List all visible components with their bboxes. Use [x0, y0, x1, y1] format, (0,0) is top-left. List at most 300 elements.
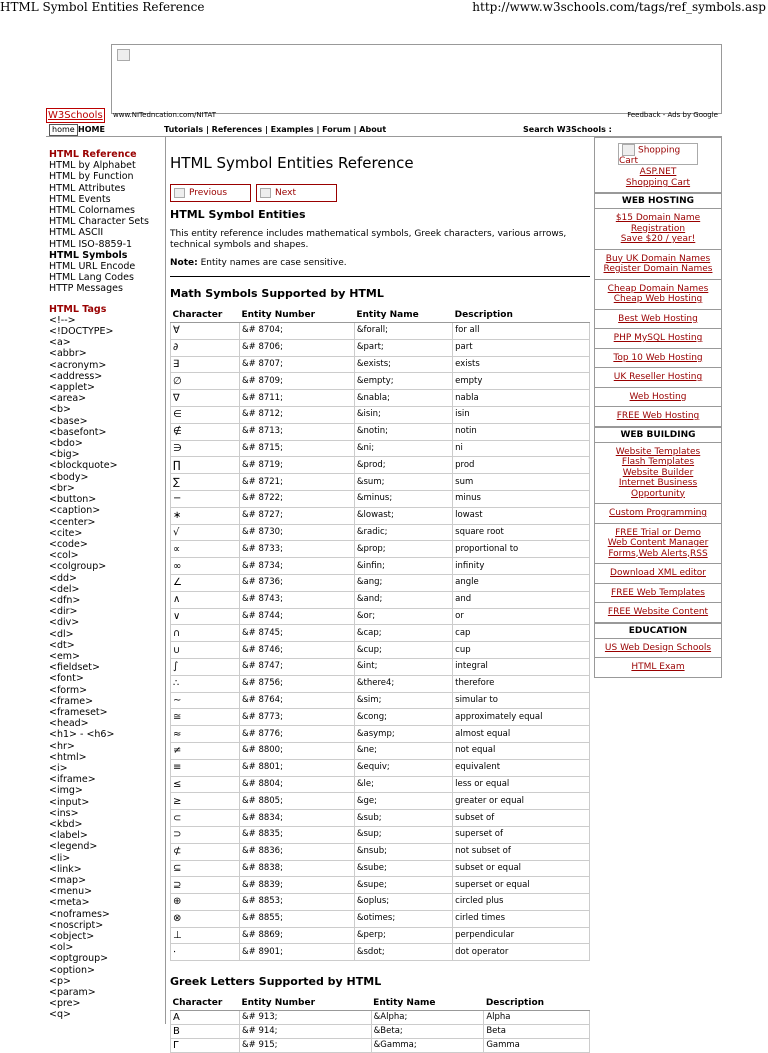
entity-number-cell: &# 8836;	[240, 843, 355, 860]
ad-link[interactable]: Flash Templates	[621, 457, 695, 467]
sidebar-item-html-lang-codes[interactable]: HTML Lang Codes	[49, 272, 134, 284]
table-row	[171, 591, 590, 608]
entity-number-cell: &# 8734;	[240, 558, 355, 575]
table-row	[171, 742, 590, 759]
table-row	[171, 776, 590, 793]
entity-number-cell: &# 8715;	[240, 440, 355, 457]
ad-link[interactable]: Cheap Domain Names	[607, 283, 709, 294]
entity-name-cell: &Alpha;	[371, 1011, 484, 1025]
sidebar-tag-item[interactable]: <li>	[49, 852, 71, 864]
broken-image-icon	[117, 49, 130, 61]
sidebar-tag-item[interactable]: <optgroup>	[49, 953, 109, 965]
entity-name-cell: &radic;	[354, 524, 452, 541]
ad-banner[interactable]	[111, 44, 722, 114]
character-cell: ∫	[171, 658, 240, 675]
entity-name-cell: &sub;	[354, 810, 452, 827]
entity-name-cell: &there4;	[354, 675, 452, 692]
sidebar-tag-item[interactable]: <basefont>	[49, 426, 107, 438]
entity-name-cell: &cong;	[354, 709, 452, 726]
sidebar-tag-item[interactable]: <body>	[49, 471, 89, 483]
ad-link[interactable]: Opportunity	[630, 488, 685, 499]
ad-link[interactable]: $15 Domain Name	[615, 213, 701, 223]
description-cell: superset or equal	[453, 877, 590, 894]
entity-number-cell: &# 8744;	[240, 608, 355, 625]
ad-link-group	[595, 209, 721, 249]
character-cell: ∏	[171, 457, 240, 474]
top-nav[interactable]: Tutorials | References | Examples | Forum | About	[164, 125, 387, 134]
sidebar-tag-item[interactable]: <dd>	[49, 572, 77, 584]
entity-name-cell: &or;	[354, 608, 452, 625]
sidebar-tag-item[interactable]: <base>	[49, 415, 88, 427]
entity-number-cell: &# 8704;	[240, 323, 355, 340]
sidebar-tag-item[interactable]: <frame>	[49, 695, 94, 707]
table-row	[171, 356, 590, 373]
table-row	[171, 927, 590, 944]
sidebar-item-html-character-sets[interactable]: HTML Character Sets	[49, 216, 149, 228]
character-cell: ≤	[171, 776, 240, 793]
description-cell: isin	[453, 406, 590, 423]
sidebar-tag-item[interactable]: <object>	[49, 931, 95, 943]
ad-link-group	[595, 602, 721, 622]
description-cell: cirled times	[453, 910, 590, 927]
sidebar-tag-item[interactable]: <legend>	[49, 841, 98, 853]
feedback-link[interactable]: Feedback - Ads by Google	[627, 111, 718, 119]
left-sidebar	[49, 149, 161, 1021]
entity-number-cell: &# 8733;	[240, 541, 355, 558]
sidebar-tag-item[interactable]: <kbd>	[49, 818, 83, 830]
entity-name-cell: &infin;	[354, 558, 452, 575]
home-link[interactable]: HOME	[78, 125, 105, 134]
ad-link[interactable]: Cheap Web Hosting	[613, 294, 703, 304]
entity-name-cell: &empty;	[354, 373, 452, 390]
description-cell: for all	[453, 323, 590, 340]
ad-link[interactable]: Download XML editor	[610, 568, 706, 578]
entity-name-cell: &otimes;	[354, 910, 452, 927]
next-button[interactable]	[256, 184, 337, 202]
sidebar-tag-item[interactable]: <html>	[49, 751, 87, 763]
character-cell: ∼	[171, 692, 240, 709]
entity-name-cell: &prop;	[354, 541, 452, 558]
description-cell: almost equal	[453, 726, 590, 743]
description-cell: cap	[453, 625, 590, 642]
entity-name-cell: &part;	[354, 339, 452, 356]
sidebar-heading-tags: HTML Tags	[49, 303, 107, 315]
sidebar-item-html-iso-8859-1[interactable]: HTML ISO-8859-1	[49, 238, 133, 250]
sidebar-tag-item[interactable]: <noscript>	[49, 919, 104, 931]
ad-link[interactable]: FREE Website Content	[607, 607, 709, 617]
entity-number-cell: &# 8801;	[240, 759, 355, 776]
entity-name-cell: &sum;	[354, 474, 452, 491]
greek-letters-table	[170, 996, 590, 1053]
ad-link-group	[595, 583, 721, 603]
sidebar-tag-item[interactable]: <em>	[49, 650, 81, 662]
description-cell: less or equal	[453, 776, 590, 793]
sidebar-item-html-attributes[interactable]: HTML Attributes	[49, 182, 126, 194]
description-cell: prod	[453, 457, 590, 474]
greek-heading: Greek Letters Supported by HTML	[170, 975, 382, 989]
character-cell: Α	[171, 1011, 240, 1025]
entity-number-cell: &# 8745;	[240, 625, 355, 642]
ad-section-heading: WEB BUILDING	[595, 427, 721, 443]
table-row	[171, 507, 590, 524]
sidebar-tag-item[interactable]: <blockquote>	[49, 460, 118, 472]
table-row	[171, 642, 590, 659]
table-row	[171, 474, 590, 491]
shopping-cart-link[interactable]: Shopping Cart	[625, 178, 691, 188]
sponsor-link[interactable]: www.NITedncation.com/NITAT	[113, 111, 216, 119]
sidebar-tag-item[interactable]: <ins>	[49, 807, 79, 819]
ad-link[interactable]: Website Builder	[622, 467, 694, 478]
entity-name-cell: &sube;	[354, 860, 452, 877]
sidebar-tag-item[interactable]: <fieldset>	[49, 662, 100, 674]
table-row	[171, 1039, 590, 1053]
sidebar-tag-item[interactable]: <bdo>	[49, 438, 83, 450]
entity-number-cell: &# 8756;	[240, 675, 355, 692]
ad-link-group	[595, 639, 721, 658]
sidebar-item-html-by-function[interactable]: HTML by Function	[49, 171, 134, 183]
table-row	[171, 541, 590, 558]
sidebar-heading-reference: HTML Reference	[49, 149, 137, 160]
sidebar-tag-item[interactable]: <iframe>	[49, 774, 96, 786]
table-row	[171, 944, 590, 961]
sidebar-tag-item[interactable]: <param>	[49, 987, 96, 999]
description-cell: and	[453, 591, 590, 608]
description-cell: Beta	[484, 1025, 590, 1039]
description-cell: not equal	[453, 742, 590, 759]
character-cell: ∂	[171, 339, 240, 356]
sidebar-tag-item[interactable]: <head>	[49, 718, 89, 730]
entity-number-cell: &# 8855;	[240, 910, 355, 927]
entity-name-cell: &exists;	[354, 356, 452, 373]
table-row	[171, 843, 590, 860]
entity-number-cell: &# 8901;	[240, 944, 355, 961]
sidebar-tag-item[interactable]: <area>	[49, 393, 87, 405]
entity-name-cell: &notin;	[354, 423, 452, 440]
reference-list	[49, 160, 161, 294]
entity-name-cell: &cap;	[354, 625, 452, 642]
previous-label: Previous	[189, 188, 228, 198]
table-row	[171, 1025, 590, 1039]
ad-link[interactable]: FREE Web Templates	[611, 587, 705, 598]
entity-name-cell: &perp;	[354, 927, 452, 944]
table-row	[171, 625, 590, 642]
character-cell: ∝	[171, 541, 240, 558]
ad-link-group	[595, 249, 721, 279]
ad-link[interactable]: Register Domain Names	[603, 264, 713, 274]
sidebar-tag-item[interactable]: <hr>	[49, 740, 75, 752]
ad-section-heading: EDUCATION	[595, 623, 721, 639]
entity-name-cell: &and;	[354, 591, 452, 608]
sidebar-tag-item[interactable]: <!-->	[49, 314, 76, 326]
character-cell: √	[171, 524, 240, 541]
entity-number-cell: &# 914;	[240, 1025, 372, 1039]
character-cell: ∀	[171, 323, 240, 340]
entity-name-cell: &ne;	[354, 742, 452, 759]
description-cell: infinity	[453, 558, 590, 575]
table-row	[171, 406, 590, 423]
sidebar-tag-item[interactable]: <input>	[49, 796, 90, 808]
sidebar-tag-item[interactable]: <menu>	[49, 886, 93, 898]
sidebar-tag-item[interactable]: <noframes>	[49, 908, 110, 920]
entity-number-cell: &# 8869;	[240, 927, 355, 944]
ad-link[interactable]: Forms,Web Alerts,RSS	[608, 548, 708, 559]
sidebar-tag-item[interactable]: <link>	[49, 863, 82, 875]
sidebar-tag-item[interactable]: <pre>	[49, 998, 81, 1010]
table-row	[171, 524, 590, 541]
character-cell: ∨	[171, 608, 240, 625]
entity-name-cell: &Beta;	[371, 1025, 484, 1039]
description-cell: ni	[453, 440, 590, 457]
ad-link[interactable]: FREE Web Hosting	[616, 411, 700, 421]
sidebar-tag-item[interactable]: <map>	[49, 875, 87, 886]
sidebar-tag-item[interactable]: <acronym>	[49, 359, 107, 371]
sidebar-tag-item[interactable]: <ol>	[49, 942, 74, 954]
entity-number-cell: &# 8839;	[240, 877, 355, 894]
entity-name-cell: &ge;	[354, 793, 452, 810]
ad-section-education	[594, 623, 722, 678]
entity-name-cell: &minus;	[354, 490, 452, 507]
description-cell: minus	[453, 490, 590, 507]
ad-link[interactable]: Top 10 Web Hosting	[613, 352, 703, 363]
entity-name-cell: &prod;	[354, 457, 452, 474]
col-entity-number: Entity Number	[240, 996, 372, 1011]
table-row	[171, 339, 590, 356]
character-cell: ∉	[171, 423, 240, 440]
sidebar-tag-item[interactable]: <del>	[49, 583, 80, 595]
description-cell: simular to	[453, 692, 590, 709]
sidebar-tag-item[interactable]: <dir>	[49, 606, 78, 618]
ad-link-group	[595, 443, 721, 504]
character-cell: ∩	[171, 625, 240, 642]
entity-number-cell: &# 8834;	[240, 810, 355, 827]
entity-number-cell: &# 8707;	[240, 356, 355, 373]
character-cell: ≠	[171, 742, 240, 759]
sidebar-tag-item[interactable]: <big>	[49, 449, 80, 461]
sidebar-tag-item[interactable]: <q>	[49, 1009, 71, 1021]
shopping-cart-image[interactable]	[618, 143, 698, 165]
sidebar-tag-item[interactable]: <dfn>	[49, 594, 81, 606]
entity-number-cell: &# 8712;	[240, 406, 355, 423]
description-cell: therefore	[453, 675, 590, 692]
entity-name-cell: &equiv;	[354, 759, 452, 776]
print-title: HTML Symbol Entities Reference	[0, 0, 205, 14]
sidebar-tag-item[interactable]: <h1> - <h6>	[49, 729, 115, 741]
entity-number-cell: &# 8711;	[240, 390, 355, 407]
table-row	[171, 423, 590, 440]
main-content	[170, 140, 590, 1053]
sidebar-tag-item[interactable]: <meta>	[49, 897, 90, 909]
sidebar-tag-item[interactable]: <center>	[49, 516, 96, 528]
sidebar-tag-item[interactable]: <br>	[49, 482, 75, 494]
sidebar-tag-item[interactable]: <font>	[49, 673, 84, 685]
sidebar-tag-item[interactable]: <cite>	[49, 527, 83, 539]
col-entity-name: Entity Name	[354, 308, 452, 323]
ad-link[interactable]: Registration	[630, 223, 686, 234]
ad-link[interactable]: Web Hosting	[629, 391, 687, 402]
entity-name-cell: &cup;	[354, 642, 452, 659]
character-cell: ∋	[171, 440, 240, 457]
table-row	[171, 558, 590, 575]
sidebar-tag-item[interactable]: <i>	[49, 762, 68, 774]
ad-link-group	[595, 367, 721, 387]
character-cell: ∇	[171, 390, 240, 407]
sidebar-item-html-ascii[interactable]: HTML ASCII	[49, 227, 104, 239]
sidebar-tag-item[interactable]: <p>	[49, 975, 71, 987]
entity-number-cell: &# 8721;	[240, 474, 355, 491]
shopping-cart-ad[interactable]	[594, 137, 722, 193]
ad-link[interactable]: PHP MySQL Hosting	[613, 333, 703, 343]
sidebar-divider	[165, 137, 166, 1024]
entity-number-cell: &# 8736;	[240, 574, 355, 591]
ad-link[interactable]: FREE Trial or Demo	[615, 527, 701, 538]
ad-link-group	[595, 328, 721, 348]
entity-number-cell: &# 8747;	[240, 658, 355, 675]
character-cell: ∞	[171, 558, 240, 575]
character-cell: Γ	[171, 1039, 240, 1053]
ad-link[interactable]: UK Reseller Hosting	[613, 372, 703, 382]
sidebar-item-html-symbols[interactable]: HTML Symbols	[49, 249, 128, 261]
col-description: Description	[453, 308, 590, 323]
sidebar-tag-item[interactable]: <dt>	[49, 639, 75, 651]
w3schools-logo[interactable]: W3Schools	[48, 110, 103, 121]
aspnet-link[interactable]: ASP.NET	[639, 167, 677, 177]
entity-number-cell: &# 915;	[240, 1039, 372, 1053]
character-cell: ∃	[171, 356, 240, 373]
sidebar-tag-item[interactable]: <dl>	[49, 628, 74, 640]
description-cell: integral	[453, 658, 590, 675]
ad-link[interactable]: HTML Exam	[631, 662, 685, 672]
table-row	[171, 373, 590, 390]
table-row	[171, 692, 590, 709]
ad-link[interactable]: Web Content Manager	[607, 538, 709, 548]
ad-link[interactable]: Buy UK Domain Names	[605, 253, 711, 264]
entity-name-cell: &ang;	[354, 574, 452, 591]
entity-name-cell: &oplus;	[354, 894, 452, 911]
sidebar-tag-item[interactable]: <button>	[49, 494, 97, 506]
description-cell: empty	[453, 373, 590, 390]
description-cell: lowast	[453, 507, 590, 524]
sidebar-tag-item[interactable]: <div>	[49, 617, 80, 629]
sidebar-tag-item[interactable]: <col>	[49, 550, 79, 562]
character-cell: ∈	[171, 406, 240, 423]
ad-link-group	[595, 523, 721, 564]
ad-link[interactable]: Save $20 / year!	[620, 234, 696, 244]
sidebar-tag-item[interactable]: <form>	[49, 684, 88, 696]
entity-number-cell: &# 913;	[240, 1011, 372, 1025]
shopping-cart-alt: Shopping Cart	[619, 145, 681, 166]
sidebar-tag-item[interactable]: <address>	[49, 370, 103, 382]
col-character: Character	[171, 996, 240, 1011]
ad-link[interactable]: Custom Programming	[609, 508, 707, 518]
ad-link[interactable]: Internet Business	[618, 478, 698, 488]
sidebar-tag-item[interactable]: <applet>	[49, 382, 96, 394]
character-cell: ∗	[171, 507, 240, 524]
previous-icon	[174, 188, 185, 198]
sidebar-tag-item[interactable]: <caption>	[49, 505, 101, 517]
sidebar-item-http-messages[interactable]: HTTP Messages	[49, 283, 123, 295]
description-cell: subset of	[453, 810, 590, 827]
col-entity-name: Entity Name	[371, 996, 484, 1011]
entity-name-cell: &sdot;	[354, 944, 452, 961]
sidebar-tag-item[interactable]: <colgroup>	[49, 561, 107, 573]
entity-number-cell: &# 8853;	[240, 894, 355, 911]
table-row	[171, 658, 590, 675]
sidebar-tag-item[interactable]: <a>	[49, 337, 71, 349]
ad-section-web-hosting	[594, 193, 722, 427]
sidebar-tag-item[interactable]: <b>	[49, 404, 71, 416]
ad-link[interactable]: Website Templates	[615, 446, 701, 457]
sidebar-tag-item[interactable]: <option>	[49, 964, 95, 976]
entity-number-cell: &# 8805;	[240, 793, 355, 810]
ad-link-group	[595, 657, 721, 677]
previous-button[interactable]	[170, 184, 251, 202]
page-title: HTML Symbol Entities Reference	[170, 154, 414, 172]
entity-number-cell: &# 8800;	[240, 742, 355, 759]
description-cell: sum	[453, 474, 590, 491]
table-row	[171, 910, 590, 927]
description-cell: Gamma	[484, 1039, 590, 1053]
col-entity-number: Entity Number	[240, 308, 355, 323]
home-button[interactable]: home	[49, 124, 78, 136]
ad-link-group	[595, 563, 721, 583]
ad-link-group	[595, 406, 721, 426]
sidebar-tag-item[interactable]: <label>	[49, 830, 88, 842]
sidebar-tag-item[interactable]: <!DOCTYPE>	[49, 326, 114, 338]
character-cell: ⊆	[171, 860, 240, 877]
ad-link[interactable]: Best Web Hosting	[618, 313, 698, 324]
description-cell: angle	[453, 574, 590, 591]
sidebar-tag-item[interactable]: <img>	[49, 785, 83, 797]
entity-name-cell: &nabla;	[354, 390, 452, 407]
table-row	[171, 826, 590, 843]
sidebar-item-html-by-alphabet[interactable]: HTML by Alphabet	[49, 160, 136, 172]
ad-link-group	[595, 503, 721, 523]
entity-name-cell: &asymp;	[354, 726, 452, 743]
ad-link-group	[595, 279, 721, 309]
ad-section-web-building	[594, 427, 722, 623]
table-row	[171, 759, 590, 776]
entity-number-cell: &# 8838;	[240, 860, 355, 877]
description-cell: dot operator	[453, 944, 590, 961]
ad-link-group	[595, 387, 721, 407]
intro-text: This entity reference includes mathematical symbols, Greek characters, various arrows, technical symbols and shapes.	[170, 229, 567, 250]
character-cell: ∴	[171, 675, 240, 692]
description-cell: circled plus	[453, 894, 590, 911]
sidebar-item-html-events[interactable]: HTML Events	[49, 193, 111, 205]
note	[170, 258, 590, 269]
description-cell: exists	[453, 356, 590, 373]
entity-name-cell: &sup;	[354, 826, 452, 843]
sidebar-item-html-url-encode[interactable]: HTML URL Encode	[49, 261, 136, 273]
description-cell: perpendicular	[453, 927, 590, 944]
entity-number-cell: &# 8776;	[240, 726, 355, 743]
entity-number-cell: &# 8709;	[240, 373, 355, 390]
tag-list	[49, 315, 161, 1021]
table-row	[171, 675, 590, 692]
character-cell: ∠	[171, 574, 240, 591]
character-cell: ⊂	[171, 810, 240, 827]
sidebar-tag-item[interactable]: <code>	[49, 538, 88, 550]
character-cell: ⊄	[171, 843, 240, 860]
sidebar-tag-item[interactable]: <abbr>	[49, 348, 87, 360]
character-cell: ⊃	[171, 826, 240, 843]
sidebar-item-html-colornames[interactable]: HTML Colornames	[49, 205, 135, 217]
character-cell: ∧	[171, 591, 240, 608]
sidebar-tag-item[interactable]: <frameset>	[49, 706, 108, 718]
ad-link[interactable]: US Web Design Schools	[604, 642, 712, 653]
description-cell: or	[453, 608, 590, 625]
note-text: Entity names are case sensitive.	[197, 258, 347, 268]
